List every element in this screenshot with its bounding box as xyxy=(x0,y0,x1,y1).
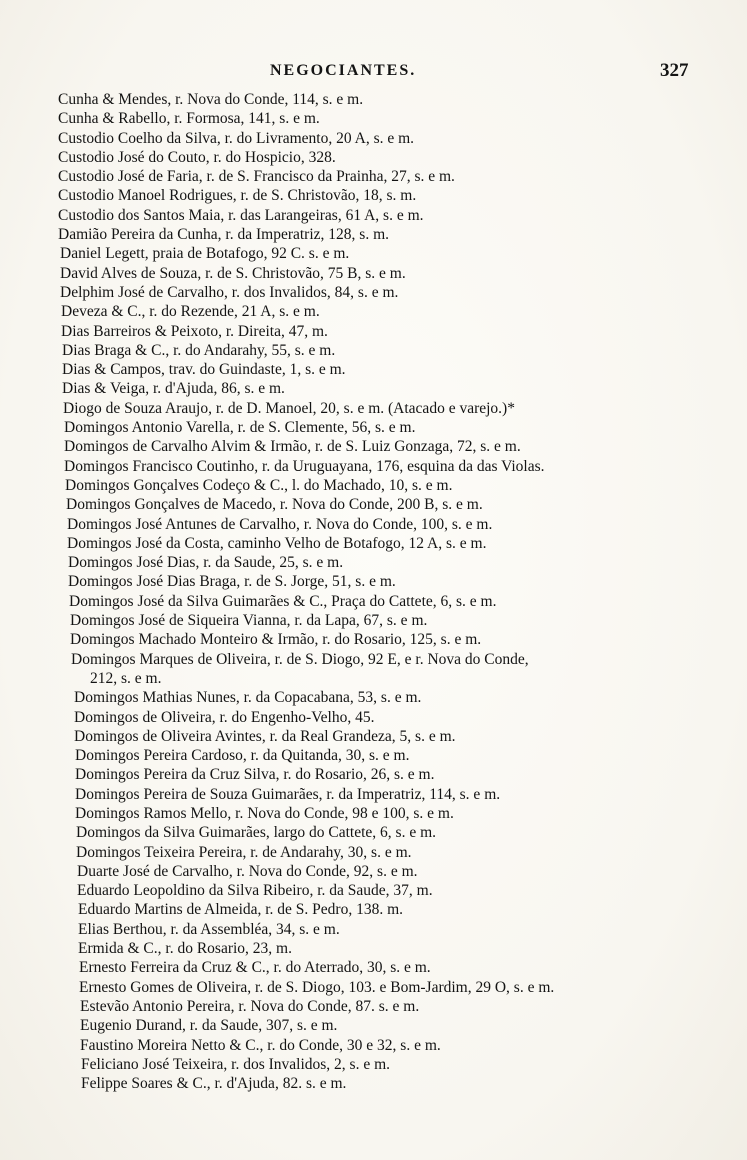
list-item: Faustino Moreira Netto & C., r. do Conde, 30 e 32, s. e m. xyxy=(80,1036,441,1054)
list-item: Domingos Mathias Nunes, r. da Copacabana, 53, s. e m. xyxy=(74,689,422,707)
list-item: Ernesto Ferreira da Cruz & C., r. do Aterrado, 30, s. e m. xyxy=(79,959,431,977)
list-item: Dias Barreiros & Peixoto, r. Direita, 47, m. xyxy=(61,322,328,340)
list-item: Estevão Antonio Pereira, r. Nova do Conde, 87. s. e m. xyxy=(80,997,420,1015)
list-item: Custodio dos Santos Maia, r. das Larangeiras, 61 A, s. e m. xyxy=(58,206,424,224)
page-number: 327 xyxy=(660,60,689,81)
list-item: Ernesto Gomes de Oliveira, r. de S. Diogo, 103. e Bom-Jardim, 29 O, s. e m. xyxy=(79,978,555,996)
list-item: Duarte José de Carvalho, r. Nova do Conde, 92, s. e m. xyxy=(77,862,418,880)
list-item: Elias Berthou, r. da Assembléa, 34, s. e m. xyxy=(78,920,340,938)
list-item: Domingos Gonçalves Codeço & C., l. do Machado, 10, s. e m. xyxy=(65,476,453,494)
merchant-list xyxy=(0,90,747,1093)
list-item: Domingos José da Costa, caminho Velho de Botafogo, 12 A, s. e m. xyxy=(67,534,487,552)
list-item: Domingos de Oliveira Avintes, r. da Real Grandeza, 5, s. e m. xyxy=(74,727,456,745)
list-item: Domingos de Oliveira, r. do Engenho-Velho, 45. xyxy=(74,708,375,726)
list-item: Domingos Antonio Varella, r. de S. Clemente, 56, s. e m. xyxy=(64,419,416,437)
list-item: Feliciano José Teixeira, r. dos Invalidos, 2, s. e m. xyxy=(81,1055,391,1073)
list-item: 212, s. e m. xyxy=(90,669,162,687)
list-item: Dias & Veiga, r. d'Ajuda, 86, s. e m. xyxy=(62,380,285,398)
list-item: Domingos Pereira de Souza Guimarães, r. da Imperatriz, 114, s. e m. xyxy=(75,785,501,803)
list-item: Custodio Coelho da Silva, r. do Livramento, 20 A, s. e m. xyxy=(58,129,415,147)
page-header xyxy=(0,62,747,84)
list-item: Domingos Ramos Mello, r. Nova do Conde, 98 e 100, s. e m. xyxy=(75,804,454,822)
list-item: Domingos José Dias, r. da Saude, 25, s. e m. xyxy=(68,554,344,572)
list-item: Domingos José de Siqueira Vianna, r. da Lapa, 67, s. e m. xyxy=(70,612,428,630)
list-item: Domingos Gonçalves de Macedo, r. Nova do Conde, 200 B, s. e m. xyxy=(66,496,483,514)
list-item: Ermida & C., r. do Rosario, 23, m. xyxy=(78,940,292,958)
list-item: Domingos de Carvalho Alvim & Irmão, r. de S. Luiz Gonzaga, 72, s. e m. xyxy=(64,438,521,456)
list-item: Felippe Soares & C., r. d'Ajuda, 82. s. e m. xyxy=(81,1075,347,1093)
list-item: Eduardo Leopoldino da Silva Ribeiro, r. da Saude, 37, m. xyxy=(77,882,433,900)
list-item: Dias & Campos, trav. do Guindaste, 1, s. e m. xyxy=(62,361,346,379)
list-item: Diogo de Souza Araujo, r. de D. Manoel, 20, s. e m. (Atacado e varejo.)* xyxy=(63,399,515,417)
list-item: Eugenio Durand, r. da Saude, 307, s. e m. xyxy=(80,1017,338,1035)
list-item: Custodio José de Faria, r. de S. Francisco da Prainha, 27, s. e m. xyxy=(58,168,455,186)
list-item: Domingos José Antunes de Carvalho, r. Nova do Conde, 100, s. e m. xyxy=(67,515,493,533)
list-item: Domingos Pereira da Cruz Silva, r. do Rosario, 26, s. e m. xyxy=(75,766,435,784)
list-item: Damião Pereira da Cunha, r. da Imperatriz, 128, s. m. xyxy=(58,226,389,244)
list-item: Domingos José Dias Braga, r. de S. Jorge, 51, s. e m. xyxy=(68,573,396,591)
list-item: Eduardo Martins de Almeida, r. de S. Pedro, 138. m. xyxy=(78,901,404,919)
list-item: Dias Braga & C., r. do Andarahy, 55, s. e m. xyxy=(62,341,336,359)
list-item: Domingos Pereira Cardoso, r. da Quitanda, 30, s. e m. xyxy=(75,747,410,765)
list-item: Domingos Francisco Coutinho, r. da Uruguayana, 176, esquina da das Violas. xyxy=(64,457,545,475)
list-item: Custodio Manoel Rodrigues, r. de S. Christovão, 18, s. m. xyxy=(58,187,417,205)
list-item: Custodio José do Couto, r. do Hospicio, 328. xyxy=(58,148,336,166)
list-item: Deveza & C., r. do Rezende, 21 A, s. e m. xyxy=(61,303,320,321)
list-item: Domingos José da Silva Guimarães & C., Praça do Cattete, 6, s. e m. xyxy=(69,592,497,610)
list-item: Cunha & Rabello, r. Formosa, 141, s. e m. xyxy=(58,110,320,128)
list-item: Cunha & Mendes, r. Nova do Conde, 114, s. e m. xyxy=(58,91,364,108)
list-item: Domingos da Silva Guimarães, largo do Cattete, 6, s. e m. xyxy=(76,824,437,842)
list-item: Daniel Legett, praia de Botafogo, 92 C. s. e m. xyxy=(60,245,350,263)
list-item: Domingos Teixeira Pereira, r. de Andarahy, 30, s. e m. xyxy=(76,843,412,861)
list-item: David Alves de Souza, r. de S. Christovão, 75 B, s. e m. xyxy=(60,264,406,282)
list-item: Domingos Marques de Oliveira, r. de S. Diogo, 92 E, e r. Nova do Conde, xyxy=(71,650,529,668)
list-item: Domingos Machado Monteiro & Irmão, r. do Rosario, 125, s. e m. xyxy=(70,631,482,649)
section-title: NEGOCIANTES. xyxy=(270,62,417,79)
list-item: Delphim José de Carvalho, r. dos Invalidos, 84, s. e m. xyxy=(60,283,399,301)
